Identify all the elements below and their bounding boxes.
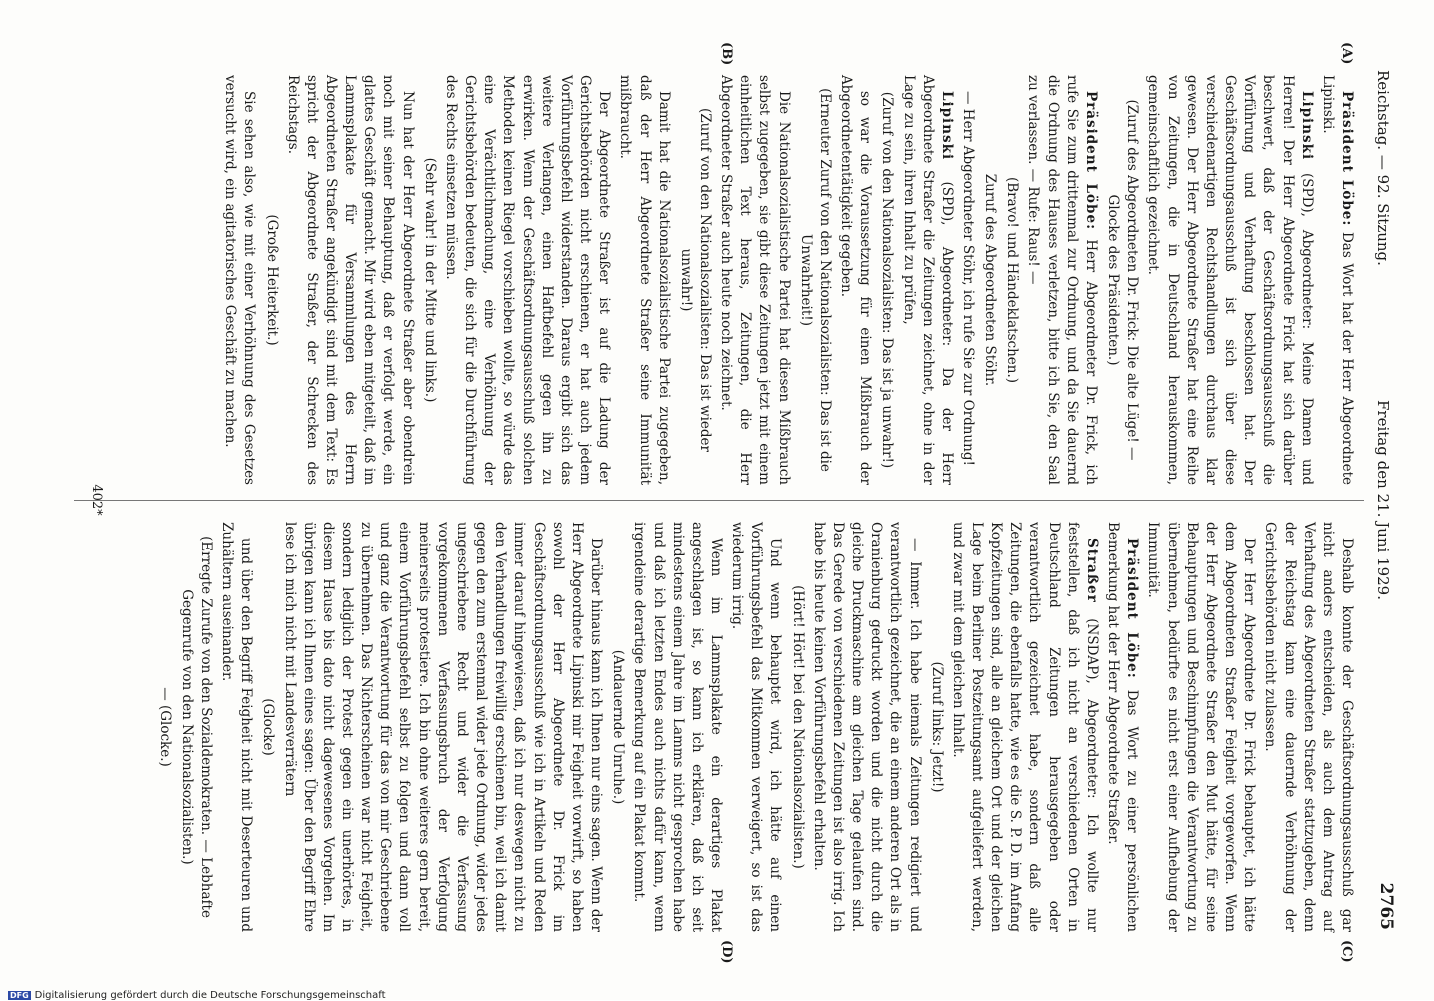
paragraph-text: Der Abgeordnete Straßer ist auf die Ladung der Gerichtsbehörden nicht erschienen, er hat auch jedem Vorführungsbefehl widerstanden. Daraus ergibt sich das weitere Verlangen, einen Haftbefehl gegen ihn zu erwirken. Wenn der Geschäftsordnungsausschuß solchen Methoden keinen Riegel vorschieben wollte, so würde das eine Verächtlichmachung, eine Verhöhnung der Gerichtsbehörden bedeuten, die sich für die Durchführung des Rechts einsetzen müssen. [442,75,613,485]
paragraph-text: Damit hat die Nationalsozialistische Partei zugegeben, daß der Herr Abgeordnete Straßer seine Immunität mißbraucht. [617,75,672,485]
interjection [927,522,946,932]
paragraph-text: (Große Heiterkeit.) [263,214,280,346]
margin-marker-a: (A) [1339,42,1354,65]
paragraph [898,75,955,485]
left-column [218,75,1356,485]
funding-note [8,990,386,1001]
speaker-name: Präsident Löbe: [1339,91,1355,227]
paragraph [1143,75,1315,485]
paragraph [279,522,605,932]
paragraph-text: (Bravo! und Händeklatschen.) [1004,176,1021,384]
page-code: 402* [89,484,104,516]
interjection [261,75,280,485]
paragraph-text: und über den Begriff Feigheit nicht mit Deserteuren und Zuhältern auseinander. [219,522,255,932]
paragraph-text: (Sehr wahr! in der Mitte und links.) [421,157,438,403]
paragraph-text: (Zuruf von den Nationalsozialisten: Das ist ja unwahr!) [879,91,896,469]
paragraph [629,522,725,932]
dfg-badge: DFG [10,991,29,1000]
paragraph-text: (Erneuter Zuruf von den Nationalsozialisten: Das ist die Unwahrheit!) [797,88,833,472]
paragraph-text: Das Wort hat der Herr Abgeordnete Lipinski. [1319,75,1355,485]
paragraph-text: (Hört! Hört! bei den Nationalsozialisten.) [789,585,806,869]
interjection [877,75,896,485]
interjection [676,75,714,485]
paragraph-text: — Herr Abgeordneter Stöhr, ich rufe Sie zur Ordnung! [960,91,977,466]
paragraph [1023,75,1100,485]
paragraph-text: Zuruf des Abgeordneten Stöhr. [982,173,999,387]
paragraph [615,75,672,485]
paragraph-text: Die Nationalsozialistische Partei hat diesen Mißbrauch selbst zugegeben, sie gibt diese Zeitungen jetzt mit einem einheitlichen Text heraus, Zeitungen, die Herr Abgeordneter Straßer auch heute noch zeichnet. [718,75,792,485]
paragraph-text: (Zuruf des Abgeordneten Dr. Frick: Die alte Lüge! — Glocke des Präsidenten.) [1105,99,1141,461]
paragraph [958,75,977,485]
interjection [1002,75,1021,485]
paragraph-text: (NSDAP), Abgeordneter: Ich wollte nur feststellen, daß ich nicht an verschiedenen Orten in Deutschland Zeitungen herausgegeben oder verantwortlich gezeichnet habe, sondern daß alle Zeitungen, die ebenfalls hatte, wie es die S. P. D. im Anfang Kopfzeitungen sind, alle an gleichem Ort und der gleichen Lage beim Berliner Postzeitungsamt aufgeliefert werden, und zwar mit dem gleichen Inhalt. [949,522,1100,932]
paragraph-text: Der Herr Abgeordnete Dr. Frick behauptet, ich hätte dem Abgeordneten Straßer Feigheit vorgeworfen. Wenn der Herr Abgeordnete Straßer den Mut hätte, für seine Behauptungen und Beschimpfungen die Verantwortung zu übernehmen, bedürfte es nicht erst einer Aufhebung der Immunität. [1145,522,1258,932]
paragraph [1143,522,1258,932]
header-session: Reichstag. — 92. Sitzung. [1374,70,1392,266]
interjection [608,522,627,932]
margin-marker-d: (D) [719,940,734,964]
paragraph-text: (Glocke) [260,698,277,756]
column-divider [74,500,1364,501]
funding-text: Digitalisierung gefördert durch die Deutsche Forschungsgemeinschaft [34,990,386,1001]
header-date: Freitag den 21. Juni 1929. [1374,400,1392,600]
paragraph-text: Darüber hinaus kann ich Ihnen nur eins sagen. Wenn der Herr Abgeordnete Lipinski mir Feigheit vorwirft, so haben sowohl der Herr Abgeordnete Dr. Frick im Geschäftsordnungsausschuß wie ich in Artikeln und Reden immer darauf hingewiesen, daß ich nur deswegen nicht zu den Verhandlungen freiwillig erschienen bin, weil ich damit gegen den zum erstenmal wider jede Ordnung, wider jedes ungeschriebene Recht und wider die Verfassung vorgekommenen Verfassungsbruch der Verfolgung meinerseits protestiere. Ich bin ohne weiteres gern bereit, einem Vorführungsbefehl selbst zu folgen und dann voll und ganz die Verantwortung für das von mir Geschriebene zu übernehmen. Das Nichterscheinen war nicht Feigheit, sondern lediglich der Protest gegen ein unerhörtes, in diesem Hause bis dato nicht dagewesenes Vorgehen. Im übrigen kann ich Ihnen eines sagen: Über den Begriff Ehre lese ich mich nicht mit Landesverrätern [281,522,605,932]
paragraph [1103,522,1141,932]
paragraph-text: Das Wort zu einer persönlichen Bemerkung hat der Herr Abgeordnete Straßer. [1105,522,1141,932]
paragraph-text: (Zuruf von den Nationalsozialisten: Das ist wieder unwahr!) [677,108,713,452]
header-page-number: 2765 [1376,882,1396,930]
interjection [177,522,215,932]
paragraph [948,522,1101,932]
margin-marker-b: (B) [719,42,734,66]
interjection [420,75,439,485]
paragraph [836,75,874,485]
interjection [787,522,806,932]
page-header [1368,70,1396,930]
paragraph-text: — Immer. Ich habe niemals Zeitungen redigiert und verantwortlich gezeichnet, die an einem anderen Ort als in Oranienburg gedruckt worden und die nicht durch die gleiche Druckmaschine am gleichen Tage gelaufen sind. Das Gerede von verschiedenen Zeitungen ist also irrig. Ich habe bis heute keinen Vorführungsbefehl erhalten. [810,522,923,932]
right-column [151,522,1356,932]
margin-marker-c: (C) [1339,940,1354,963]
paragraph-text: Deshalb konnte der Geschäftsordnungsausschuß gar nicht anders entscheiden, als auch dem Antrag auf Verhaftung des Abgeordneten Straßer stattzugeben, denn der Reichstag kann eine dauernde Verhöhnung der Gerichtsbehörden nicht zulassen. [1262,522,1355,932]
interjection [796,75,834,485]
paragraph [716,75,793,485]
interjection [154,522,173,932]
paragraph [220,75,258,485]
paragraph [441,75,613,485]
interjection [980,75,999,485]
paragraph-text: (Zuruf links: Jetzt!) [928,661,945,793]
paragraph [1318,75,1356,485]
speaker-name: Straßer [1083,538,1100,603]
speaker-name: Präsident Löbe: [1082,91,1099,231]
paragraph-text: Und wenn behauptet wird, ich hätte auf einen Vorführungsbefehl das Mitkommen verweigert, so ist das wiederum irrig. [729,522,784,932]
interjection [1103,75,1141,485]
paragraph-text: (SPD), Abgeordneter: Meine Damen und Herren! Der Herr Abgeordnete Frick hat sich darüber beschwert, daß der Geschäftsordnungsausschuß die Vorführung und Verhaftung beschlossen hat. Der Geschäftsordnungsausschuß ist sich über diese verschiedenartigen Rechtshandlungen durchaus klar gewesen. Der Herr Abgeordnete Straßer hat eine Reihe von Zeitungen, die in Deutschland herauskommen, gemeinschaftlich gezeichnet. [1145,75,1315,485]
paragraph [217,522,255,932]
paragraph [1260,522,1356,932]
speaker-name: Präsident Löbe: [1124,538,1141,679]
paragraph-text: Wenn im Lammsplakate ein derartiges Plakat angeschlagen ist, so kann ich erklären, daß ich seit mindestens einem Jahre im Lamms nicht gesprochen habe und daß ich letzten Endes auch nichts dafür kann, wenn irgendeine derartige Bemerkung auf ein Plakat kommt. [631,522,724,932]
paragraph [809,522,924,932]
paragraph-text: (SPD), Abgeordneter: Da der Herr Abgeordnete Straßer die Zeitungen zeichnet, ohne in der Lage zu sein, ihren Inhalt zu prüfen, [900,75,955,485]
paragraph-text: (Andauernde Unruhe.) [610,649,627,805]
paragraph-text: Herr Abgeordneter Dr. Frick, ich rufe Sie zum drittenmal zur Ordnung, und da Sie dauernd die Ordnung des Hauses verletzen, bitte ich Sie, den Saal zu verlassen. — Rufe: Raus! — [1025,75,1099,485]
paragraph [283,75,417,485]
paragraph-text: Nun hat der Herr Abgeordnete Straßer aber obendrein noch mit seiner Behauptung, daß er verfolgt werde, ein glattes Geschäft gemacht. Mir wird eben mitgeteilt, daß im Lammsplakate für Versammlungen des Herrn Abgeordneten Straßer angekündigt sind mit dem Text: Es spricht der Abgeordnete Straßer, der Schrecken des Reichstags. [284,75,416,485]
speaker-name: Lipinski [938,91,955,161]
paragraph-text: (Erregte Zurufe von den Sozialdemokraten. — Lebhafte Gegenrufe von den Nationalsozialisten.) [178,536,214,918]
speaker-name: Lipinski [1298,91,1315,161]
interjection [258,522,277,932]
paragraph [727,522,784,932]
paragraph-text: — (Glocke.) [156,687,173,767]
paragraph-text: so war die Voraussetzung für einen Mißbrauch der Abgeordnetentätigkeit gegeben. [838,75,874,485]
paragraph-text: Sie sehen also, wie mit einer Verhöhnung des Gesetzes versucht wird, ein agitatorisches Geschäft zu machen. [222,75,258,485]
